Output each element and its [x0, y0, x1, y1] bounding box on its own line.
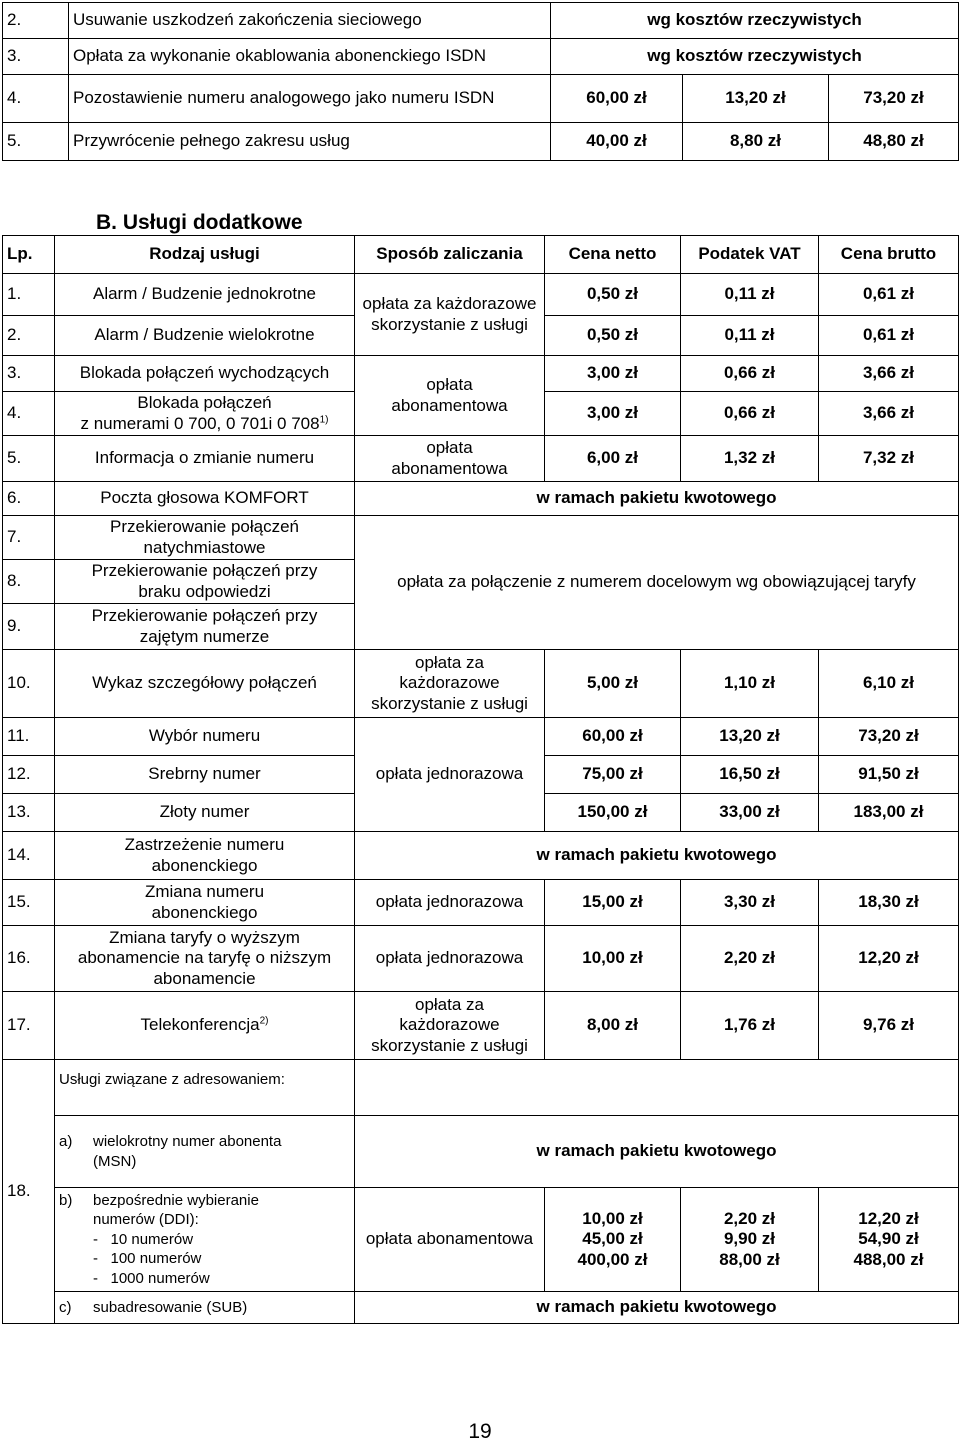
row-number: 13. — [3, 794, 55, 832]
billing-method-text: opłata abonamentowa — [391, 438, 508, 478]
header-rodzaj: Rodzaj usługi — [55, 236, 355, 274]
price-line: 10,00 zł — [582, 1208, 643, 1228]
billing-method-text: opłata abonamentowa — [391, 375, 508, 415]
price-brutto: 73,20 zł — [829, 75, 959, 123]
price-brutto: 12,20 zł — [819, 926, 959, 992]
price-brutto: 7,32 zł — [819, 436, 959, 482]
price-vat: 0,11 zł — [681, 274, 819, 316]
addressing-intro: Usługi związane z adresowaniem: — [55, 1060, 355, 1116]
table-row — [3, 436, 959, 482]
merged-price: wg kosztów rzeczywistych — [551, 39, 959, 75]
billing-method: opłata jednorazowa — [355, 880, 545, 926]
section-title: B. Usługi dodatkowe — [96, 211, 303, 234]
table-row — [3, 926, 959, 992]
merged-price: opłata za połączenie z numerem docelowym wg obowiązującej taryfy — [355, 516, 959, 650]
row-number: 5. — [3, 436, 55, 482]
price-brutto: 183,00 zł — [819, 794, 959, 832]
billing-method: opłata za każdorazowe skorzystanie z usługi — [355, 274, 545, 356]
table-row — [3, 75, 959, 123]
service-name: Poczta głosowa KOMFORT — [55, 482, 355, 516]
row-number: 6. — [3, 482, 55, 516]
services-table — [2, 235, 959, 1324]
price-vat: 1,76 zł — [681, 992, 819, 1060]
row-number: 9. — [3, 604, 55, 650]
sublist-item: - 100 numerów — [93, 1250, 202, 1268]
row-number: 7. — [3, 516, 55, 560]
item-text: wielokrotny numer abonenta (MSN) — [93, 1133, 282, 1170]
table-row — [3, 832, 959, 880]
price-netto: 150,00 zł — [545, 794, 681, 832]
row-number: 1. — [3, 274, 55, 316]
price-netto: 8,00 zł — [545, 992, 681, 1060]
row-number: 18. — [3, 1060, 55, 1324]
price-line: 54,90 zł — [858, 1229, 919, 1249]
billing-method-text: opłata za każdorazowe skorzystanie z usługi — [371, 652, 528, 713]
row-number: 17. — [3, 992, 55, 1060]
table-row — [3, 880, 959, 926]
service-name-line2: z numerami 0 700, 0 701i 0 708 — [80, 413, 320, 433]
service-name-text: Zmiana numeru abonenckiego — [144, 882, 265, 922]
table-row — [3, 1060, 959, 1116]
price-brutto: 3,66 zł — [819, 356, 959, 392]
merged-price: w ramach pakietu kwotowego — [355, 482, 959, 516]
service-name: Złoty numer — [55, 794, 355, 832]
price-vat: 0,66 zł — [681, 392, 819, 436]
price-brutto: 0,61 zł — [819, 274, 959, 316]
table-row — [3, 3, 959, 39]
row-number: 14. — [3, 832, 55, 880]
price-brutto: 73,20 zł — [819, 718, 959, 756]
header-lp: Lp. — [3, 236, 55, 274]
table-row — [3, 718, 959, 756]
service-name: Informacja o zmianie numeru — [55, 436, 355, 482]
service-name: Alarm / Budzenie jednokrotne — [55, 274, 355, 316]
service-name — [55, 392, 355, 436]
price-brutto: 48,80 zł — [829, 123, 959, 161]
service-name — [55, 516, 355, 560]
table-row — [3, 39, 959, 75]
item-label: c) — [59, 1298, 72, 1316]
table-row — [3, 1292, 959, 1324]
price-line: 2,20 zł — [723, 1208, 776, 1228]
row-number: 4. — [3, 75, 69, 123]
billing-method: opłata jednorazowa — [355, 926, 545, 992]
price-netto: 0,50 zł — [545, 316, 681, 356]
row-number: 15. — [3, 880, 55, 926]
price-line: 12,20 zł — [858, 1208, 919, 1228]
price-brutto: 9,76 zł — [819, 992, 959, 1060]
footnote-marker: 2) — [259, 1015, 269, 1027]
price-vat: 3,30 zł — [681, 880, 819, 926]
row-number: 4. — [3, 392, 55, 436]
price-vat: 0,11 zł — [681, 316, 819, 356]
header-brutto: Cena brutto — [819, 236, 959, 274]
empty-cell — [355, 1060, 959, 1116]
price-line: 88,00 zł — [719, 1249, 780, 1269]
item-text: subadresowanie (SUB) — [93, 1298, 248, 1316]
price-vat: 16,50 zł — [681, 756, 819, 794]
billing-method — [355, 436, 545, 482]
billing-method — [355, 356, 545, 436]
header-row — [3, 236, 959, 274]
row-number: 3. — [3, 356, 55, 392]
service-name-text: Przekierowanie połączeń natychmiastowe — [110, 517, 299, 557]
price-brutto: 0,61 zł — [819, 316, 959, 356]
service-name — [55, 604, 355, 650]
row-number: 10. — [3, 650, 55, 718]
price-line: 488,00 zł — [853, 1249, 924, 1269]
service-name — [55, 992, 355, 1060]
table-row — [3, 482, 959, 516]
item-label: b) — [59, 1191, 73, 1209]
table-row — [3, 123, 959, 161]
row-number: 2. — [3, 3, 69, 39]
table-row — [3, 1188, 959, 1292]
sublist-item: - 1000 numerów — [93, 1269, 210, 1287]
price-netto: 5,00 zł — [545, 650, 681, 718]
price-netto: 15,00 zł — [545, 880, 681, 926]
price-netto: 60,00 zł — [545, 718, 681, 756]
sublist-item: - 10 numerów — [93, 1230, 194, 1248]
addressing-c — [55, 1292, 355, 1324]
table-row — [3, 992, 959, 1060]
page-number: 19 — [468, 1420, 492, 1443]
service-name — [55, 926, 355, 992]
service-name-text: Pozostawienie numeru analogowego jako numeru ISDN — [73, 88, 495, 108]
addressing-b — [55, 1188, 355, 1292]
price-vat: 1,32 zł — [681, 436, 819, 482]
service-name: Usuwanie uszkodzeń zakończenia sieciowego — [69, 3, 551, 39]
addressing-a — [55, 1116, 355, 1188]
billing-method: opłata abonamentowa — [355, 1188, 545, 1292]
row-number: 12. — [3, 756, 55, 794]
price-netto: 6,00 zł — [545, 436, 681, 482]
service-name — [55, 832, 355, 880]
service-name: Przywrócenie pełnego zakresu usług — [69, 123, 551, 161]
merged-price: w ramach pakietu kwotowego — [355, 1116, 959, 1188]
item-text: bezpośrednie wybieranie numerów (DDI): — [93, 1191, 259, 1229]
price-line: 9,90 zł — [723, 1229, 776, 1249]
price-brutto: 18,30 zł — [819, 880, 959, 926]
table-row — [3, 356, 959, 392]
price-vat: 0,66 zł — [681, 356, 819, 392]
price-netto: 3,00 zł — [545, 392, 681, 436]
price-vat: 2,20 zł — [681, 926, 819, 992]
service-name: Blokada połączeń wychodzących — [55, 356, 355, 392]
item-label: a) — [59, 1133, 73, 1150]
service-name-text: Przekierowanie połączeń przy zajętym numerze — [91, 606, 318, 646]
header-sposob: Sposób zaliczania — [355, 236, 545, 274]
billing-method — [355, 992, 545, 1060]
item-sublist — [59, 1230, 350, 1289]
row-number: 3. — [3, 39, 69, 75]
billing-method-text: opłata za każdorazowe skorzystanie z usługi — [371, 994, 528, 1055]
footnote-marker: 1) — [319, 413, 329, 425]
service-name-text: Zastrzeżenie numeru abonenckiego — [124, 835, 285, 875]
row-number: 5. — [3, 123, 69, 161]
price-brutto: 3,66 zł — [819, 392, 959, 436]
service-name: Alarm / Budzenie wielokrotne — [55, 316, 355, 356]
row-number: 8. — [3, 560, 55, 604]
row-number: 2. — [3, 316, 55, 356]
price-vat: 13,20 zł — [681, 718, 819, 756]
price-vat: 1,10 zł — [681, 650, 819, 718]
price-netto: 75,00 zł — [545, 756, 681, 794]
price-brutto: 6,10 zł — [819, 650, 959, 718]
table-row — [3, 274, 959, 316]
service-name — [69, 75, 551, 123]
service-name: Srebrny numer — [55, 756, 355, 794]
service-name: Wybór numeru — [55, 718, 355, 756]
header-vat: Podatek VAT — [681, 236, 819, 274]
price-brutto: 91,50 zł — [819, 756, 959, 794]
merged-price: w ramach pakietu kwotowego — [355, 1292, 959, 1324]
service-name-text: Przekierowanie połączeń przy braku odpowiedzi — [91, 561, 318, 601]
service-name — [55, 560, 355, 604]
price-line: 45,00 zł — [582, 1229, 643, 1249]
billing-method: opłata jednorazowa — [355, 718, 545, 832]
price-vat: 8,80 zł — [683, 123, 829, 161]
price-netto: 40,00 zł — [551, 123, 683, 161]
price-netto: 60,00 zł — [551, 75, 683, 123]
billing-method — [355, 650, 545, 718]
row-number: 11. — [3, 718, 55, 756]
service-name — [55, 880, 355, 926]
price-vat: 13,20 zł — [683, 75, 829, 123]
service-name: Opłata za wykonanie okablowania abonenckiego ISDN — [69, 39, 551, 75]
table-row — [3, 1116, 959, 1188]
price-vat: 33,00 zł — [681, 794, 819, 832]
price-vat — [681, 1188, 819, 1292]
service-name: Wykaz szczegółowy połączeń — [55, 650, 355, 718]
service-name-text: Telekonferencja — [140, 1015, 260, 1035]
service-name-text: Zmiana taryfy o wyższym abonamencie na taryfę o niższym abonamencie — [77, 927, 332, 988]
table-row — [3, 516, 959, 560]
header-netto: Cena netto — [545, 236, 681, 274]
merged-price: w ramach pakietu kwotowego — [355, 832, 959, 880]
merged-price: wg kosztów rzeczywistych — [551, 3, 959, 39]
row-number: 16. — [3, 926, 55, 992]
price-netto: 0,50 zł — [545, 274, 681, 316]
table-row — [3, 650, 959, 718]
price-line: 400,00 zł — [577, 1249, 648, 1269]
price-brutto — [819, 1188, 959, 1292]
price-netto — [545, 1188, 681, 1292]
top-table — [2, 2, 959, 161]
price-netto: 3,00 zł — [545, 356, 681, 392]
service-name-line1: Blokada połączeń — [137, 393, 272, 413]
price-netto: 10,00 zł — [545, 926, 681, 992]
